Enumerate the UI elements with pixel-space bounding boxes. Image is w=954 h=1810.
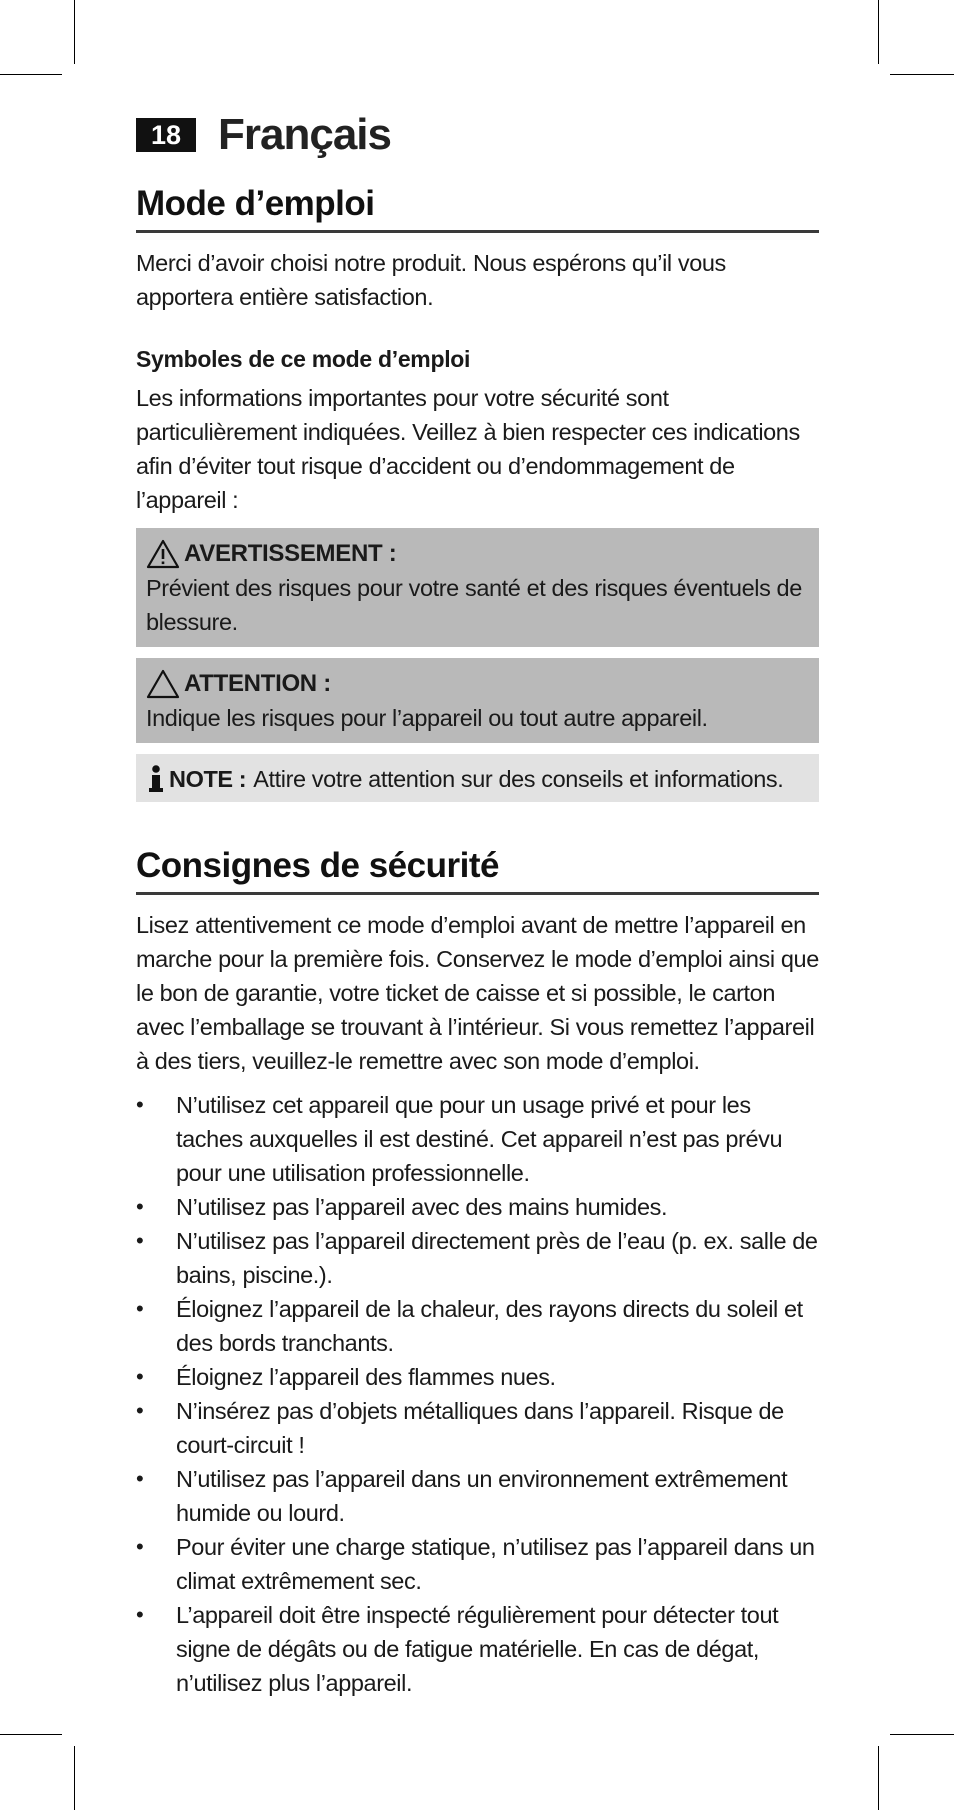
- crop-mark: [878, 0, 879, 64]
- caution-label: ATTENTION :: [184, 670, 331, 697]
- safety-bullet-list: [136, 1088, 819, 1700]
- caution-triangle-icon: [146, 669, 180, 699]
- crop-mark: [74, 1746, 75, 1810]
- bullet-dot: •: [136, 1602, 144, 1627]
- page-header: [136, 110, 819, 160]
- warning-box: [136, 528, 819, 647]
- list-item: [136, 1224, 819, 1292]
- list-item-text: Éloignez l’appareil des flammes nues.: [176, 1364, 556, 1390]
- list-item: [136, 1462, 819, 1530]
- crop-mark: [0, 74, 62, 75]
- warning-text: Prévient des risques pour votre santé et des risques éventuels de blessure.: [146, 575, 802, 635]
- list-item-text: N’insérez pas d’objets métalliques dans l’appareil. Risque de court-circuit !: [176, 1398, 784, 1458]
- list-item: [136, 1088, 819, 1190]
- note-box: [136, 754, 819, 802]
- warning-triangle-icon: [146, 539, 180, 569]
- list-item-text: N’utilisez cet appareil que pour un usage privé et pour les taches auxquelles il est destiné. Cet appareil n’est pas prévu pour une utilisation professionnelle.: [176, 1092, 783, 1186]
- list-item: [136, 1190, 819, 1224]
- bullet-dot: •: [136, 1398, 144, 1423]
- bullet-dot: •: [136, 1364, 144, 1389]
- crop-mark: [878, 1746, 879, 1810]
- warning-title: [146, 537, 809, 571]
- bullet-dot: •: [136, 1194, 144, 1219]
- page-content: [136, 110, 819, 1700]
- bullet-dot: •: [136, 1092, 144, 1117]
- caution-title: [146, 667, 809, 701]
- crop-mark: [0, 1734, 62, 1735]
- bullet-dot: •: [136, 1228, 144, 1253]
- list-item-text: N’utilisez pas l’appareil dans un environnement extrêmement humide ou lourd.: [176, 1466, 788, 1526]
- symbols-paragraph: Les informations importantes pour votre sécurité sont particulièrement indiquées. Veillez à bien respecter ces indications afin d’éviter tout risque d’accident ou d’endommagement de l’appareil :: [136, 385, 800, 513]
- list-item-text: Éloignez l’appareil de la chaleur, des rayons directs du soleil et des bords tranchants.: [176, 1296, 803, 1356]
- caution-box: [136, 658, 819, 743]
- list-item: [136, 1360, 819, 1394]
- list-item-text: N’utilisez pas l’appareil directement près de l’eau (p. ex. salle de bains, piscine.).: [176, 1228, 818, 1288]
- crop-mark: [890, 74, 954, 75]
- list-item: [136, 1394, 819, 1462]
- intro-paragraph: Merci d’avoir choisi notre produit. Nous espérons qu’il vous apportera entière satisfaction.: [136, 250, 726, 310]
- safety-intro-paragraph: Lisez attentivement ce mode d’emploi avant de mettre l’appareil en marche pour la première fois. Conservez le mode d’emploi ainsi que le bon de garantie, votre ticket de caisse et si possible, le carton avec l’emballage se trouvant à l’intérieur. Si vous remettez l’appareil à des tiers, veuillez-le remettre avec son mode d’emploi.: [136, 912, 819, 1074]
- note-text: Attire votre attention sur des conseils et informations.: [253, 766, 784, 792]
- list-item-text: L’appareil doit être inspecté régulièrement pour détecter tout signe de dégâts ou de fatigue matérielle. En cas de dégat, n’utilisez plus l’appareil.: [176, 1602, 779, 1696]
- crop-mark: [890, 1734, 954, 1735]
- crop-mark: [74, 0, 75, 64]
- note-line: [146, 762, 809, 796]
- bullet-dot: •: [136, 1534, 144, 1559]
- section-title-consignes: Consignes de sécurité: [136, 846, 819, 895]
- language-title: Français: [218, 110, 391, 159]
- page-number: 18: [136, 118, 196, 152]
- list-item-text: Pour éviter une charge statique, n’utilisez pas l’appareil dans un climat extrêmement sec.: [176, 1534, 815, 1594]
- note-label: NOTE :: [169, 766, 247, 792]
- bullet-dot: •: [136, 1466, 144, 1491]
- bullet-dot: •: [136, 1296, 144, 1321]
- list-item: [136, 1598, 819, 1700]
- list-item: [136, 1292, 819, 1360]
- list-item-text: N’utilisez pas l’appareil avec des mains humides.: [176, 1194, 668, 1220]
- info-icon: [146, 764, 166, 794]
- list-item: [136, 1530, 819, 1598]
- section-title-mode-emploi: Mode d’emploi: [136, 184, 819, 233]
- warning-label: AVERTISSEMENT :: [184, 540, 397, 567]
- symbols-heading: Symboles de ce mode d’emploi: [136, 346, 471, 372]
- caution-text: Indique les risques pour l’appareil ou tout autre appareil.: [146, 705, 708, 731]
